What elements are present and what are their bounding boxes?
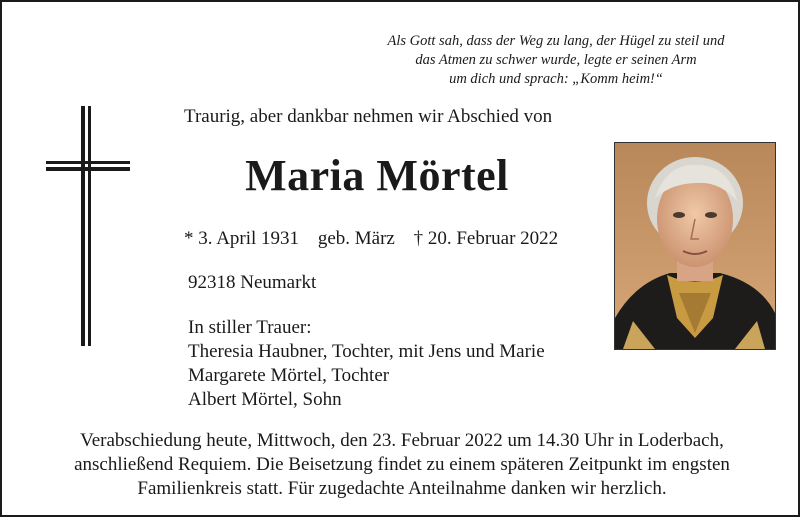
notice-line: Verabschiedung heute, Mittwoch, den 23. Februar 2022 um 14.30 Uhr in Loderbach, bbox=[80, 430, 724, 451]
portrait-photo bbox=[614, 142, 776, 350]
deceased-name: Maria Mörtel bbox=[245, 151, 509, 200]
mourner-entry: Albert Mörtel, Sohn bbox=[188, 389, 342, 410]
mourner-entry: Theresia Haubner, Tochter, mit Jens und Marie bbox=[188, 341, 545, 362]
notice-line: Familienkreis statt. Für zugedachte Anteilnahme danken wir herzlich. bbox=[137, 478, 667, 499]
life-dates bbox=[184, 228, 572, 250]
residence: 92318 Neumarkt bbox=[188, 272, 317, 293]
quote-line: das Atmen zu schwer wurde, legte er seinen Arm bbox=[415, 52, 697, 68]
birth-date: * 3. April 1931 bbox=[184, 228, 300, 249]
mourners-heading: In stiller Trauer: bbox=[188, 317, 312, 338]
mourner-entry: Margarete Mörtel, Tochter bbox=[188, 365, 390, 386]
quote-line: um dich und sprach: „Komm heim!“ bbox=[449, 71, 663, 87]
mourners-list bbox=[188, 316, 545, 412]
notice-line: anschließend Requiem. Die Beisetzung findet zu einem späteren Zeitpunkt im engsten bbox=[74, 454, 730, 475]
cross-icon bbox=[46, 106, 130, 346]
death-date: † 20. Februar 2022 bbox=[413, 228, 559, 249]
memorial-quote bbox=[346, 32, 766, 89]
intro-text: Traurig, aber dankbar nehmen wir Abschied von bbox=[184, 106, 553, 127]
funeral-notice bbox=[22, 429, 782, 501]
quote-line: Als Gott sah, dass der Weg zu lang, der Hügel zu steil und bbox=[387, 33, 725, 49]
maiden-name: geb. März bbox=[317, 228, 395, 249]
